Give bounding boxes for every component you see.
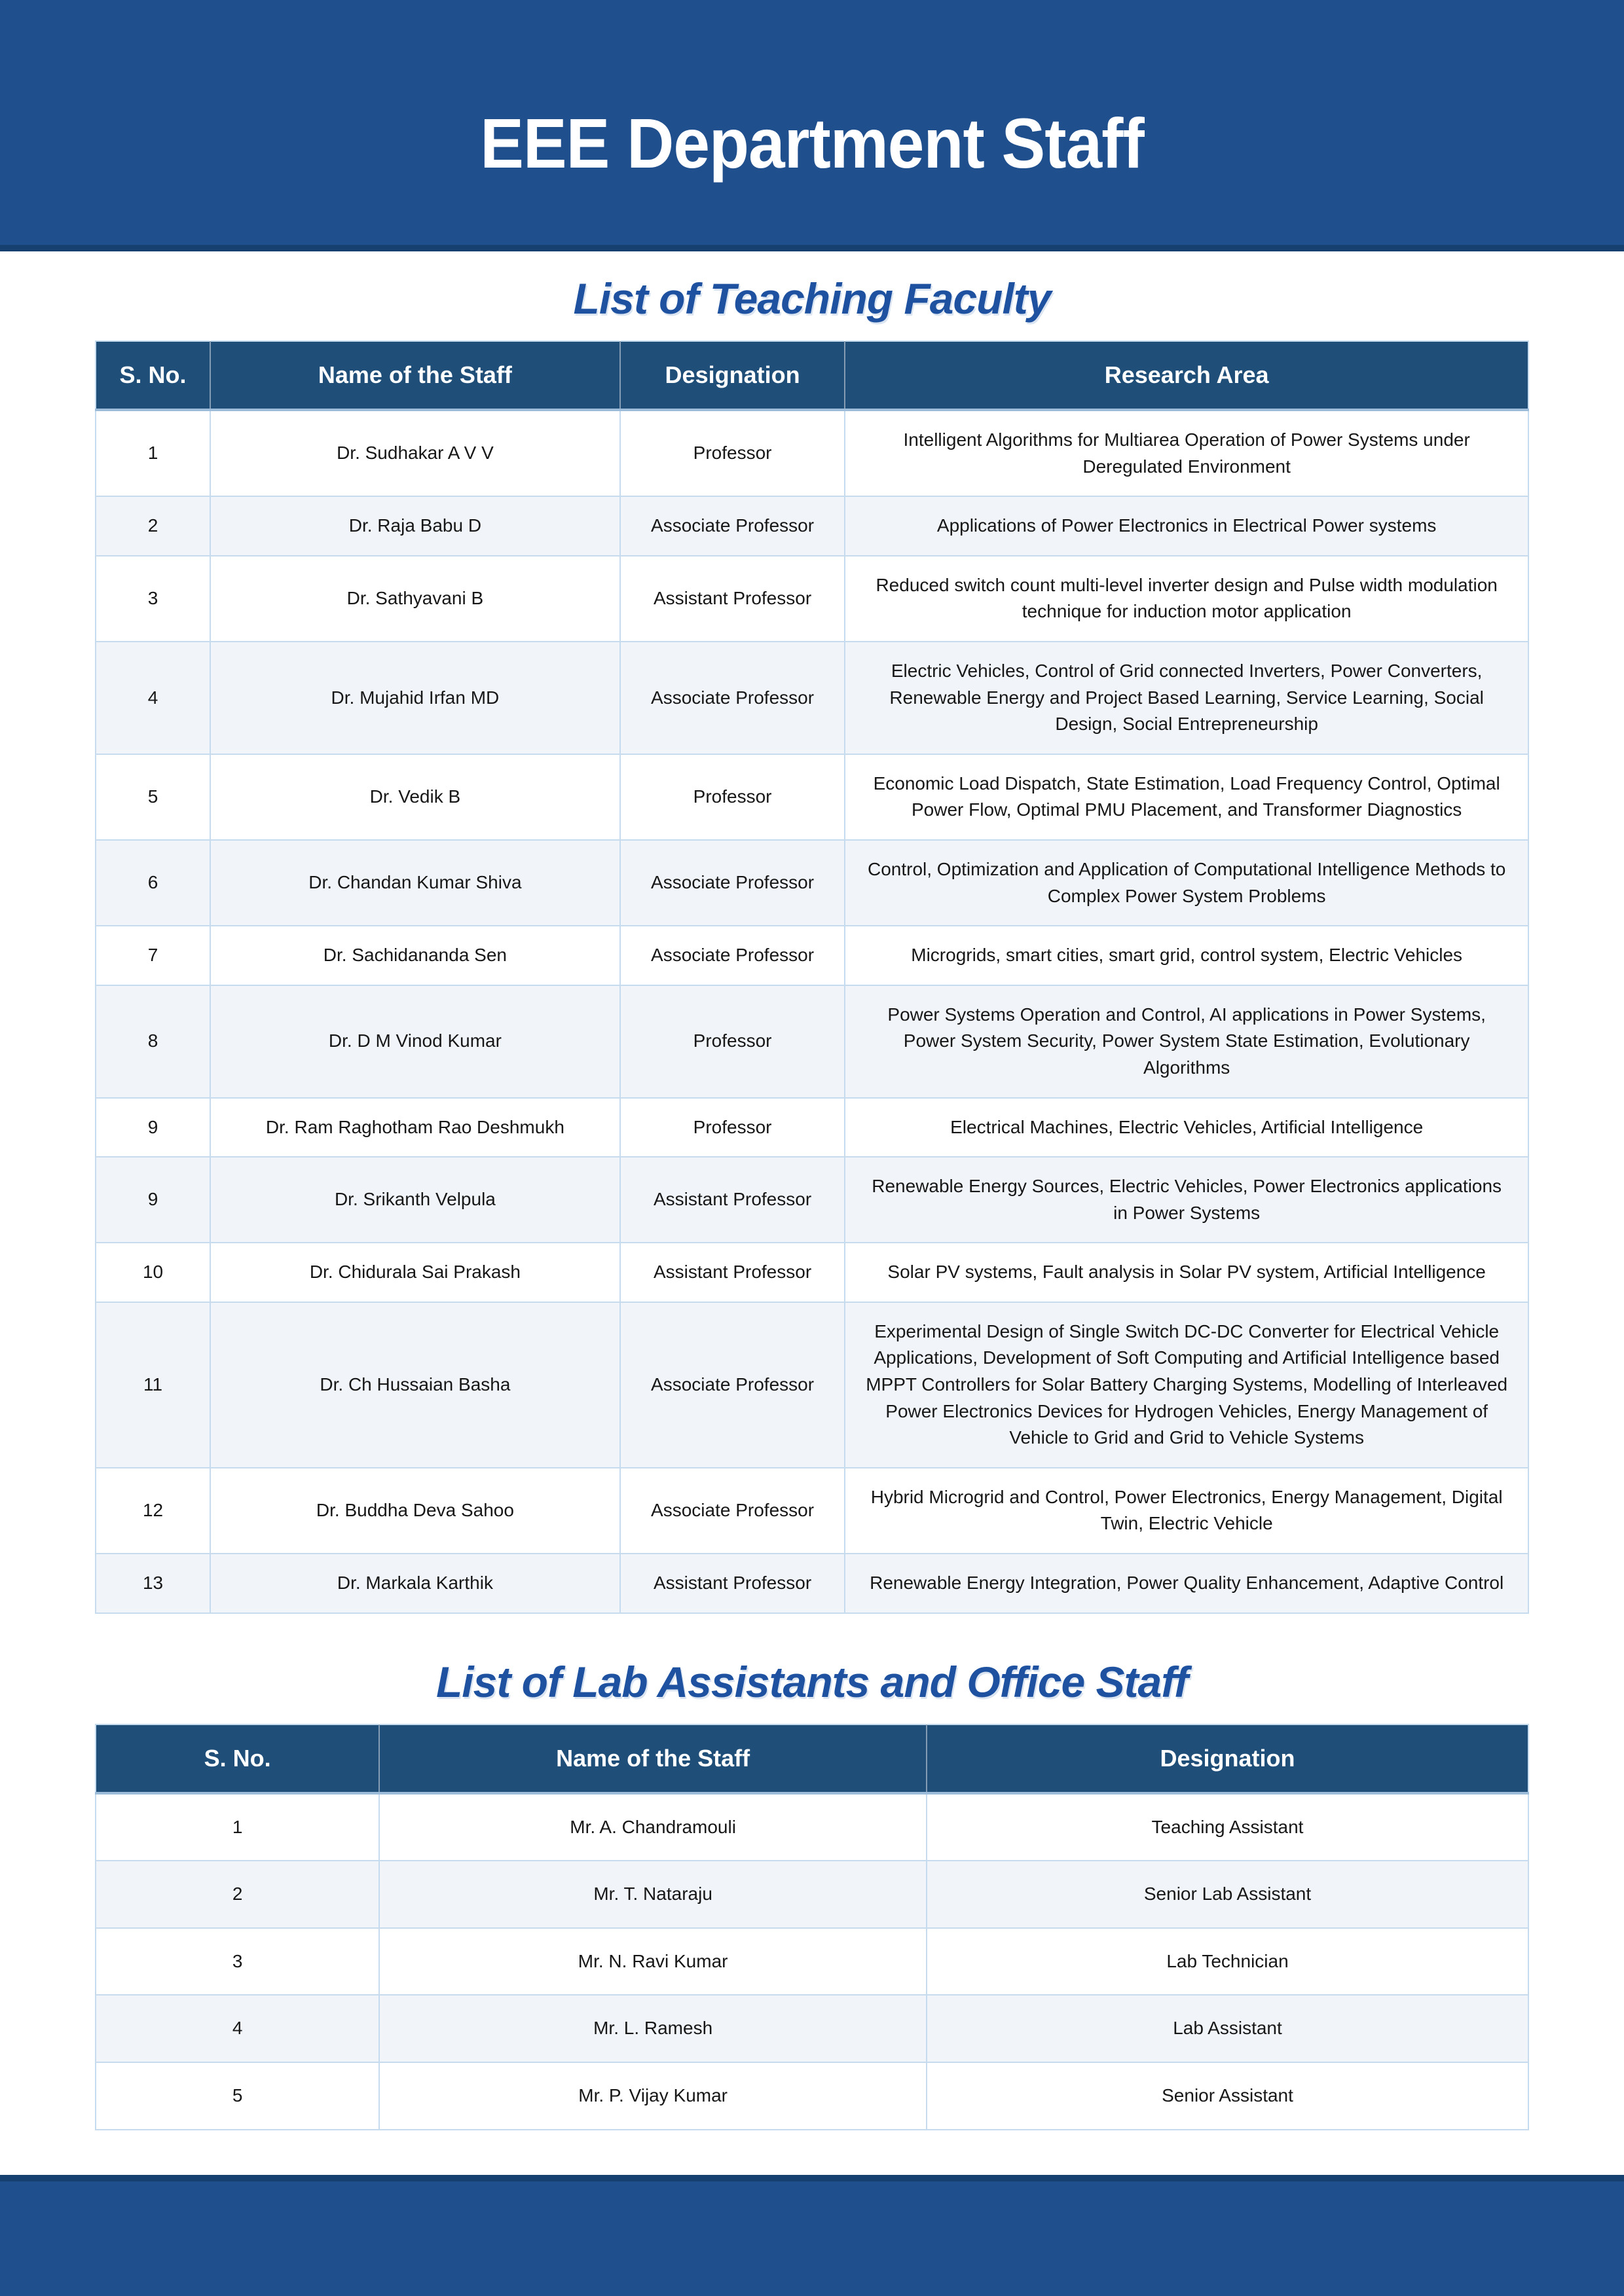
table-row <box>96 642 1528 754</box>
table-cell: Professor <box>620 410 845 496</box>
table-cell: Dr. Sathyavani B <box>210 556 620 642</box>
table-cell: Electric Vehicles, Control of Grid connected Inverters, Power Converters, Renewable Energy and Project Based Learning, Service Learning, Social Design, Social Entrepreneurship <box>845 642 1528 754</box>
table-cell: 4 <box>96 1995 379 2062</box>
table-row <box>96 754 1528 840</box>
table-cell: Renewable Energy Integration, Power Quality Enhancement, Adaptive Control <box>845 1554 1528 1613</box>
page-title: EEE Department Staff <box>480 103 1144 183</box>
table-cell: Mr. A. Chandramouli <box>379 1793 927 1861</box>
column-header: Designation <box>620 341 845 410</box>
table-cell: Associate Professor <box>620 642 845 754</box>
table-cell: Senior Assistant <box>927 2062 1528 2130</box>
section-heading-lab-office-staff: List of Lab Assistants and Office Staff <box>435 1657 1188 1706</box>
table-cell: Solar PV systems, Fault analysis in Solar PV system, Artificial Intelligence <box>845 1243 1528 1302</box>
table-cell: Associate Professor <box>620 1468 845 1554</box>
table-cell: 3 <box>96 1928 379 1995</box>
header-banner <box>0 0 1624 251</box>
table-cell: Dr. Ram Raghotham Rao Deshmukh <box>210 1098 620 1157</box>
table-cell: 8 <box>96 985 210 1098</box>
table-cell: Assistant Professor <box>620 1554 845 1613</box>
table-cell: Assistant Professor <box>620 556 845 642</box>
table-row <box>96 1793 1528 1861</box>
table-cell: Lab Assistant <box>927 1995 1528 2062</box>
table-cell: Associate Professor <box>620 840 845 926</box>
table-cell: 6 <box>96 840 210 926</box>
table-header-row <box>96 341 1528 410</box>
table-cell: Dr. Ch Hussaian Basha <box>210 1302 620 1468</box>
table-cell: Microgrids, smart cities, smart grid, control system, Electric Vehicles <box>845 926 1528 985</box>
table-cell: Professor <box>620 1098 845 1157</box>
column-header: S. No. <box>96 1724 379 1793</box>
table-cell: Dr. Raja Babu D <box>210 496 620 556</box>
teaching-faculty-table <box>95 340 1529 1614</box>
table-cell: Applications of Power Electronics in Electrical Power systems <box>845 496 1528 556</box>
table-cell: Experimental Design of Single Switch DC-DC Converter for Electrical Vehicle Applications, Development of Soft Computing and Artificial Intelligence based MPPT Controllers for Solar Battery Charging Systems, Modelling of Interleaved Power Electronics Devices for Hydrogen Vehicles, Energy Management of Vehicle to Grid and Grid to Vehicle Systems <box>845 1302 1528 1468</box>
table-cell: Dr. Buddha Deva Sahoo <box>210 1468 620 1554</box>
table-row <box>96 1995 1528 2062</box>
column-header: Name of the Staff <box>210 341 620 410</box>
section-heading-teaching-faculty: List of Teaching Faculty <box>573 274 1051 323</box>
table-cell: 5 <box>96 754 210 840</box>
table-row <box>96 985 1528 1098</box>
table-row <box>96 1302 1528 1468</box>
table-cell: Reduced switch count multi-level inverter design and Pulse width modulation technique for induction motor application <box>845 556 1528 642</box>
table-cell: Dr. Chidurala Sai Prakash <box>210 1243 620 1302</box>
table-cell: Hybrid Microgrid and Control, Power Electronics, Energy Management, Digital Twin, Electric Vehicle <box>845 1468 1528 1554</box>
table-cell: Senior Lab Assistant <box>927 1861 1528 1928</box>
table-row <box>96 2062 1528 2130</box>
table-cell: 5 <box>96 2062 379 2130</box>
section-teaching-faculty <box>0 274 1624 1614</box>
table-cell: Professor <box>620 985 845 1098</box>
table-cell: Assistant Professor <box>620 1157 845 1243</box>
table-cell: Economic Load Dispatch, State Estimation, Load Frequency Control, Optimal Power Flow, Optimal PMU Placement, and Transformer Diagnostics <box>845 754 1528 840</box>
table-cell: Dr. Markala Karthik <box>210 1554 620 1613</box>
table-cell: Mr. T. Nataraju <box>379 1861 927 1928</box>
table-row <box>96 556 1528 642</box>
table-cell: Associate Professor <box>620 926 845 985</box>
column-header: S. No. <box>96 341 210 410</box>
section-lab-office-staff <box>0 1657 1624 2130</box>
table-cell: Assistant Professor <box>620 1243 845 1302</box>
table-row <box>96 410 1528 496</box>
table-cell: 1 <box>96 1793 379 1861</box>
table-cell: Mr. L. Ramesh <box>379 1995 927 2062</box>
table-cell: 11 <box>96 1302 210 1468</box>
table-cell: Control, Optimization and Application of Computational Intelligence Methods to Complex Power System Problems <box>845 840 1528 926</box>
table-row <box>96 1928 1528 1995</box>
table-cell: Associate Professor <box>620 496 845 556</box>
table-cell: Dr. Chandan Kumar Shiva <box>210 840 620 926</box>
table-cell: 2 <box>96 1861 379 1928</box>
table-cell: Lab Technician <box>927 1928 1528 1995</box>
table-cell: 7 <box>96 926 210 985</box>
table-row <box>96 1157 1528 1243</box>
table-cell: Power Systems Operation and Control, AI applications in Power Systems, Power System Security, Power System State Estimation, Evolutionary Algorithms <box>845 985 1528 1098</box>
table-row <box>96 1861 1528 1928</box>
table-cell: Mr. P. Vijay Kumar <box>379 2062 927 2130</box>
footer-bar <box>0 2175 1624 2296</box>
table-cell: Dr. Srikanth Velpula <box>210 1157 620 1243</box>
column-header: Designation <box>927 1724 1528 1793</box>
table-cell: Dr. Vedik B <box>210 754 620 840</box>
table-cell: 2 <box>96 496 210 556</box>
lab-office-staff-table <box>95 1724 1529 2130</box>
table-cell: 12 <box>96 1468 210 1554</box>
table-cell: Mr. N. Ravi Kumar <box>379 1928 927 1995</box>
table-cell: Dr. Sachidananda Sen <box>210 926 620 985</box>
table-cell: Professor <box>620 754 845 840</box>
table-cell: 1 <box>96 410 210 496</box>
table-row <box>96 840 1528 926</box>
table-cell: Renewable Energy Sources, Electric Vehicles, Power Electronics applications in Power Systems <box>845 1157 1528 1243</box>
table-cell: Dr. D M Vinod Kumar <box>210 985 620 1098</box>
table-row <box>96 1468 1528 1554</box>
table-cell: Electrical Machines, Electric Vehicles, Artificial Intelligence <box>845 1098 1528 1157</box>
table-header-row <box>96 1724 1528 1793</box>
table-cell: 9 <box>96 1157 210 1243</box>
column-header: Name of the Staff <box>379 1724 927 1793</box>
table-cell: 13 <box>96 1554 210 1613</box>
table-cell: 9 <box>96 1098 210 1157</box>
table-cell: 3 <box>96 556 210 642</box>
table-row <box>96 1243 1528 1302</box>
table-row <box>96 496 1528 556</box>
table-cell: Dr. Mujahid Irfan MD <box>210 642 620 754</box>
table-cell: Intelligent Algorithms for Multiarea Operation of Power Systems under Deregulated Environment <box>845 410 1528 496</box>
column-header: Research Area <box>845 341 1528 410</box>
table-cell: 4 <box>96 642 210 754</box>
table-cell: Teaching Assistant <box>927 1793 1528 1861</box>
table-cell: 10 <box>96 1243 210 1302</box>
table-cell: Associate Professor <box>620 1302 845 1468</box>
table-row <box>96 926 1528 985</box>
table-row <box>96 1098 1528 1157</box>
table-row <box>96 1554 1528 1613</box>
table-cell: Dr. Sudhakar A V V <box>210 410 620 496</box>
